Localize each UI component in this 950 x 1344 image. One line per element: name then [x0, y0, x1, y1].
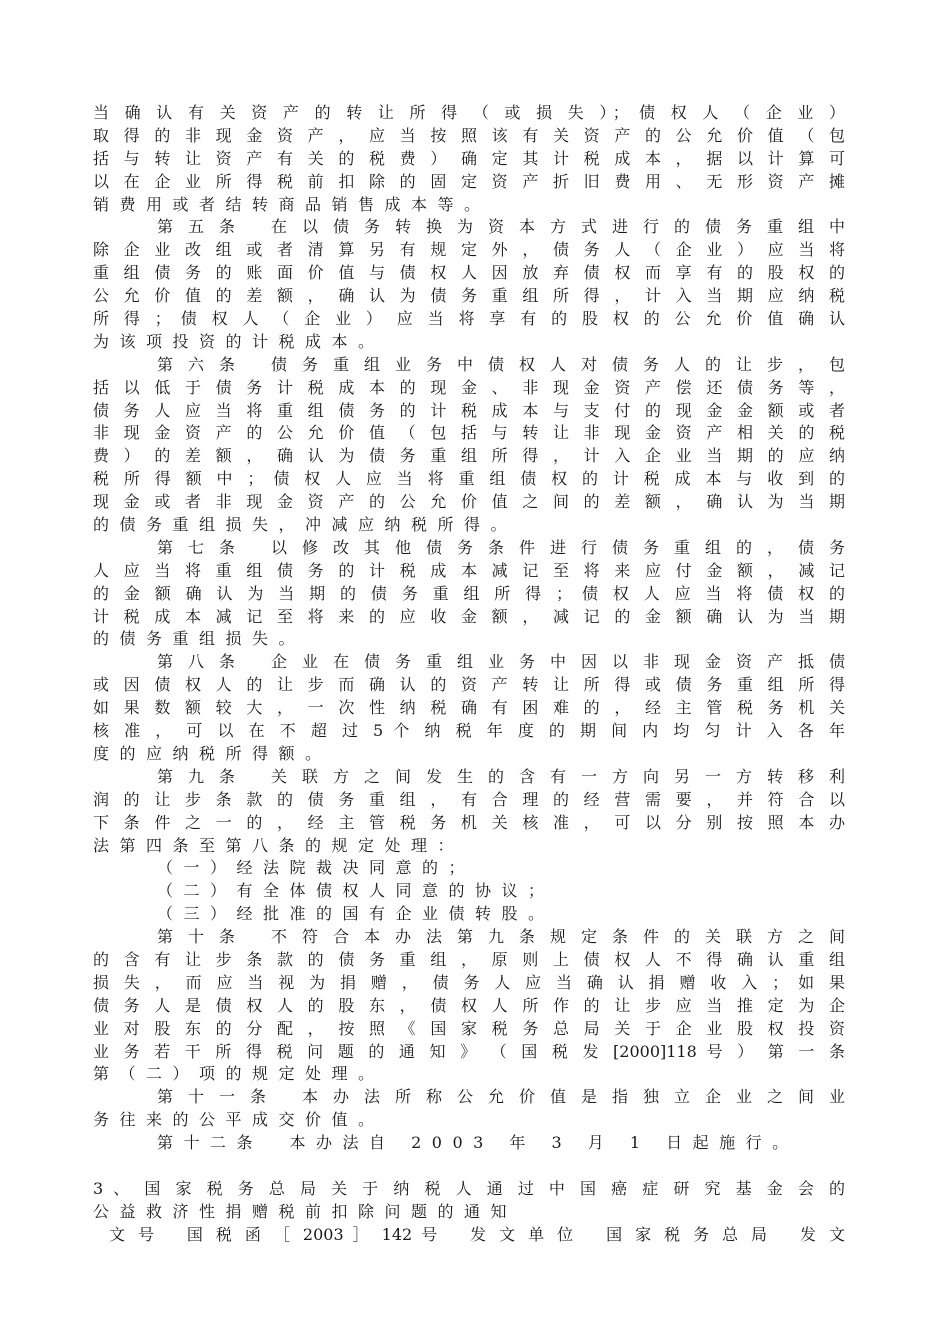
text-line: 取 得 的 非 现 金 资 产 ， 应 当 按 照 该 有 关 资 产 的 公 允 价 值 （ 包 — [93, 125, 845, 145]
text-line: 第 五 条 在 以 债 务 转 换 为 资 本 方 式 进 行 的 债 务 重 组 中 — [157, 217, 845, 237]
text-line: 括 以 低 于 债 务 计 税 成 本 的 现 金 、 非 现 金 资 产 偿 还 债 务 等 ， — [93, 377, 845, 397]
text-line: 费 ） 的 差 额 ， 确 认 为 债 务 重 组 所 得 ， 计 入 企 业 当 期 的 应 纳 — [93, 446, 845, 466]
text-line: 公益救济性捐赠税前扣除问题的通知 — [93, 1201, 518, 1221]
text-line: 计 税 成 本 减 记 至 将 来 的 应 收 金 额 ， 减 记 的 金 额 确 认 为 当 期 — [93, 606, 845, 626]
text-line: 文 号 国 税 函 ［ 2003 ］ 142 号 发 文 单 位 国 家 税 务 总 局 发 文 — [109, 1224, 845, 1244]
text-line: 的债务重组损失，冲减应纳税所得。 — [93, 515, 518, 535]
text-line: 业 务 若 干 所 得 税 问 题 的 通 知 》 （ 国 税 发 [2000]118 号 ） 第 一 条 — [93, 1041, 845, 1061]
text-line: 第 七 条 以 修 改 其 他 债 务 条 件 进 行 债 务 重 组 的 ， 债 务 — [157, 537, 845, 557]
text-line: 以 在 企 业 所 得 税 前 扣 除 的 固 定 资 产 折 旧 费 用 、 无 形 资 产 摊 — [93, 171, 845, 191]
text-line: 核 准 ， 可 以 在 不 超 过 5 个 纳 税 年 度 的 期 间 内 均 匀 计 入 各 年 — [93, 721, 845, 741]
text-line: 第 十 一 条 本 办 法 所 称 公 允 价 值 是 指 独 立 企 业 之 间 业 — [157, 1087, 845, 1107]
blank-line — [93, 1155, 845, 1178]
text-line: 销费用或者结转商品销售成本等。 — [93, 194, 491, 214]
text-line: 债 务 人 应 当 将 重 组 债 务 的 计 税 成 本 与 支 付 的 现 金 金 额 或 者 — [93, 400, 845, 420]
text-line: 当 确 认 有 关 资 产 的 转 让 所 得 （ 或 损 失 ）； 债 权 人 （ 企 业 ） — [93, 103, 845, 122]
text-line: 第 九 条 关 联 方 之 间 发 生 的 含 有 一 方 向 另 一 方 转 移 利 — [157, 766, 845, 786]
text-line: 业 对 股 东 的 分 配 ， 按 照 《 国 家 税 务 总 局 关 于 企 业 股 权 投 资 — [93, 1018, 845, 1038]
text-line: 度的应纳税所得额。 — [93, 743, 332, 763]
text-line: 所 得 ； 债 权 人 （ 企 业 ） 应 当 将 享 有 的 股 权 的 公 允 价 值 确 认 — [93, 309, 845, 329]
text-line: 第 六 条 债 务 重 组 业 务 中 债 权 人 对 债 务 人 的 让 步 ， 包 — [157, 354, 845, 374]
text-line: 为该项投资的计税成本。 — [93, 331, 385, 351]
text-line: 或 因 债 权 人 的 让 步 而 确 认 的 资 产 转 让 所 得 或 债 务 重 组 所 得 — [93, 675, 845, 695]
text-line: 第 八 条 企 业 在 债 务 重 组 业 务 中 因 以 非 现 金 资 产 抵 债 — [157, 652, 845, 672]
text-line: （一）经法院裁决同意的； — [157, 858, 476, 878]
text-line: 法第四条至第八条的规定处理： — [93, 835, 465, 855]
text-line: 下 条 件 之 一 的 ， 经 主 管 税 务 机 关 核 准 ， 可 以 分 别 按 照 本 办 — [93, 812, 845, 832]
text-line: 公 允 价 值 的 差 额 ， 确 认 为 债 务 重 组 所 得 ， 计 入 当 期 应 纳 税 — [93, 286, 845, 306]
text-line: 务往来的公平成交价值。 — [93, 1110, 385, 1130]
text-line: 非 现 金 资 产 的 公 允 价 值 （ 包 括 与 转 让 非 现 金 资 产 相 关 的 税 — [93, 423, 845, 443]
text-line: 括 与 转 让 资 产 有 关 的 税 费 ） 确 定 其 计 税 成 本 ， 据 以 计 算 可 — [93, 148, 845, 168]
text-line: 第（二）项的规定处理。 — [93, 1064, 385, 1084]
text-line: 税 所 得 额 中 ； 债 权 人 应 当 将 重 组 债 权 的 计 税 成 本 与 收 到 的 — [93, 469, 845, 489]
text-line: （二）有全体债权人同意的协议； — [157, 881, 555, 901]
text-line: 的 金 额 确 认 为 当 期 的 债 务 重 组 所 得 ； 债 权 人 应 当 将 债 权 的 — [93, 583, 845, 603]
text-line: 债 务 人 是 债 权 人 的 股 东 ， 债 权 人 所 作 的 让 步 应 当 推 定 为 企 — [93, 995, 845, 1015]
text-line: 重 组 债 务 的 账 面 价 值 与 债 权 人 因 放 弃 债 权 而 享 有 的 股 权 的 — [93, 263, 845, 283]
text-line: 损 失 ， 而 应 当 视 为 捐 赠 ， 债 务 人 应 当 确 认 捐 赠 收 入 ； 如 果 — [93, 972, 845, 992]
text-line: 除 企 业 改 组 或 者 清 算 另 有 规 定 外 ， 债 务 人 （ 企 业 ） 应 当 将 — [93, 240, 845, 260]
text-line: 第 十 条 不 符 合 本 办 法 第 九 条 规 定 条 件 的 关 联 方 之 间 — [157, 927, 845, 947]
text-line: 的债务重组损失。 — [93, 629, 306, 649]
document-page — [93, 102, 845, 1247]
text-line: 润 的 让 步 条 款 的 债 务 重 组 ， 有 合 理 的 经 营 需 要 ， 并 符 合 以 — [93, 789, 845, 809]
text-line: 现 金 或 者 非 现 金 资 产 的 公 允 价 值 之 间 的 差 额 ， 确 认 为 当 期 — [93, 492, 845, 512]
text-line: 的 含 有 让 步 条 款 的 债 务 重 组 ， 原 则 上 债 权 人 不 得 确 认 重 组 — [93, 949, 845, 969]
text-line: 3 、 国 家 税 务 总 局 关 于 纳 税 人 通 过 中 国 癌 症 研 究 基 金 会 的 — [93, 1178, 845, 1198]
text-line: 第十二条 本办法自 2003 年 3 月 1 日起施行。 — [157, 1133, 799, 1153]
text-line: 人 应 当 将 重 组 债 务 的 计 税 成 本 减 记 至 将 来 应 付 金 额 ， 减 记 — [93, 560, 845, 580]
text-line: 如 果 数 额 较 大 ， 一 次 性 纳 税 确 有 困 难 的 ， 经 主 管 税 务 机 关 — [93, 698, 845, 718]
text-line: （三）经批准的国有企业债转股。 — [157, 904, 555, 924]
